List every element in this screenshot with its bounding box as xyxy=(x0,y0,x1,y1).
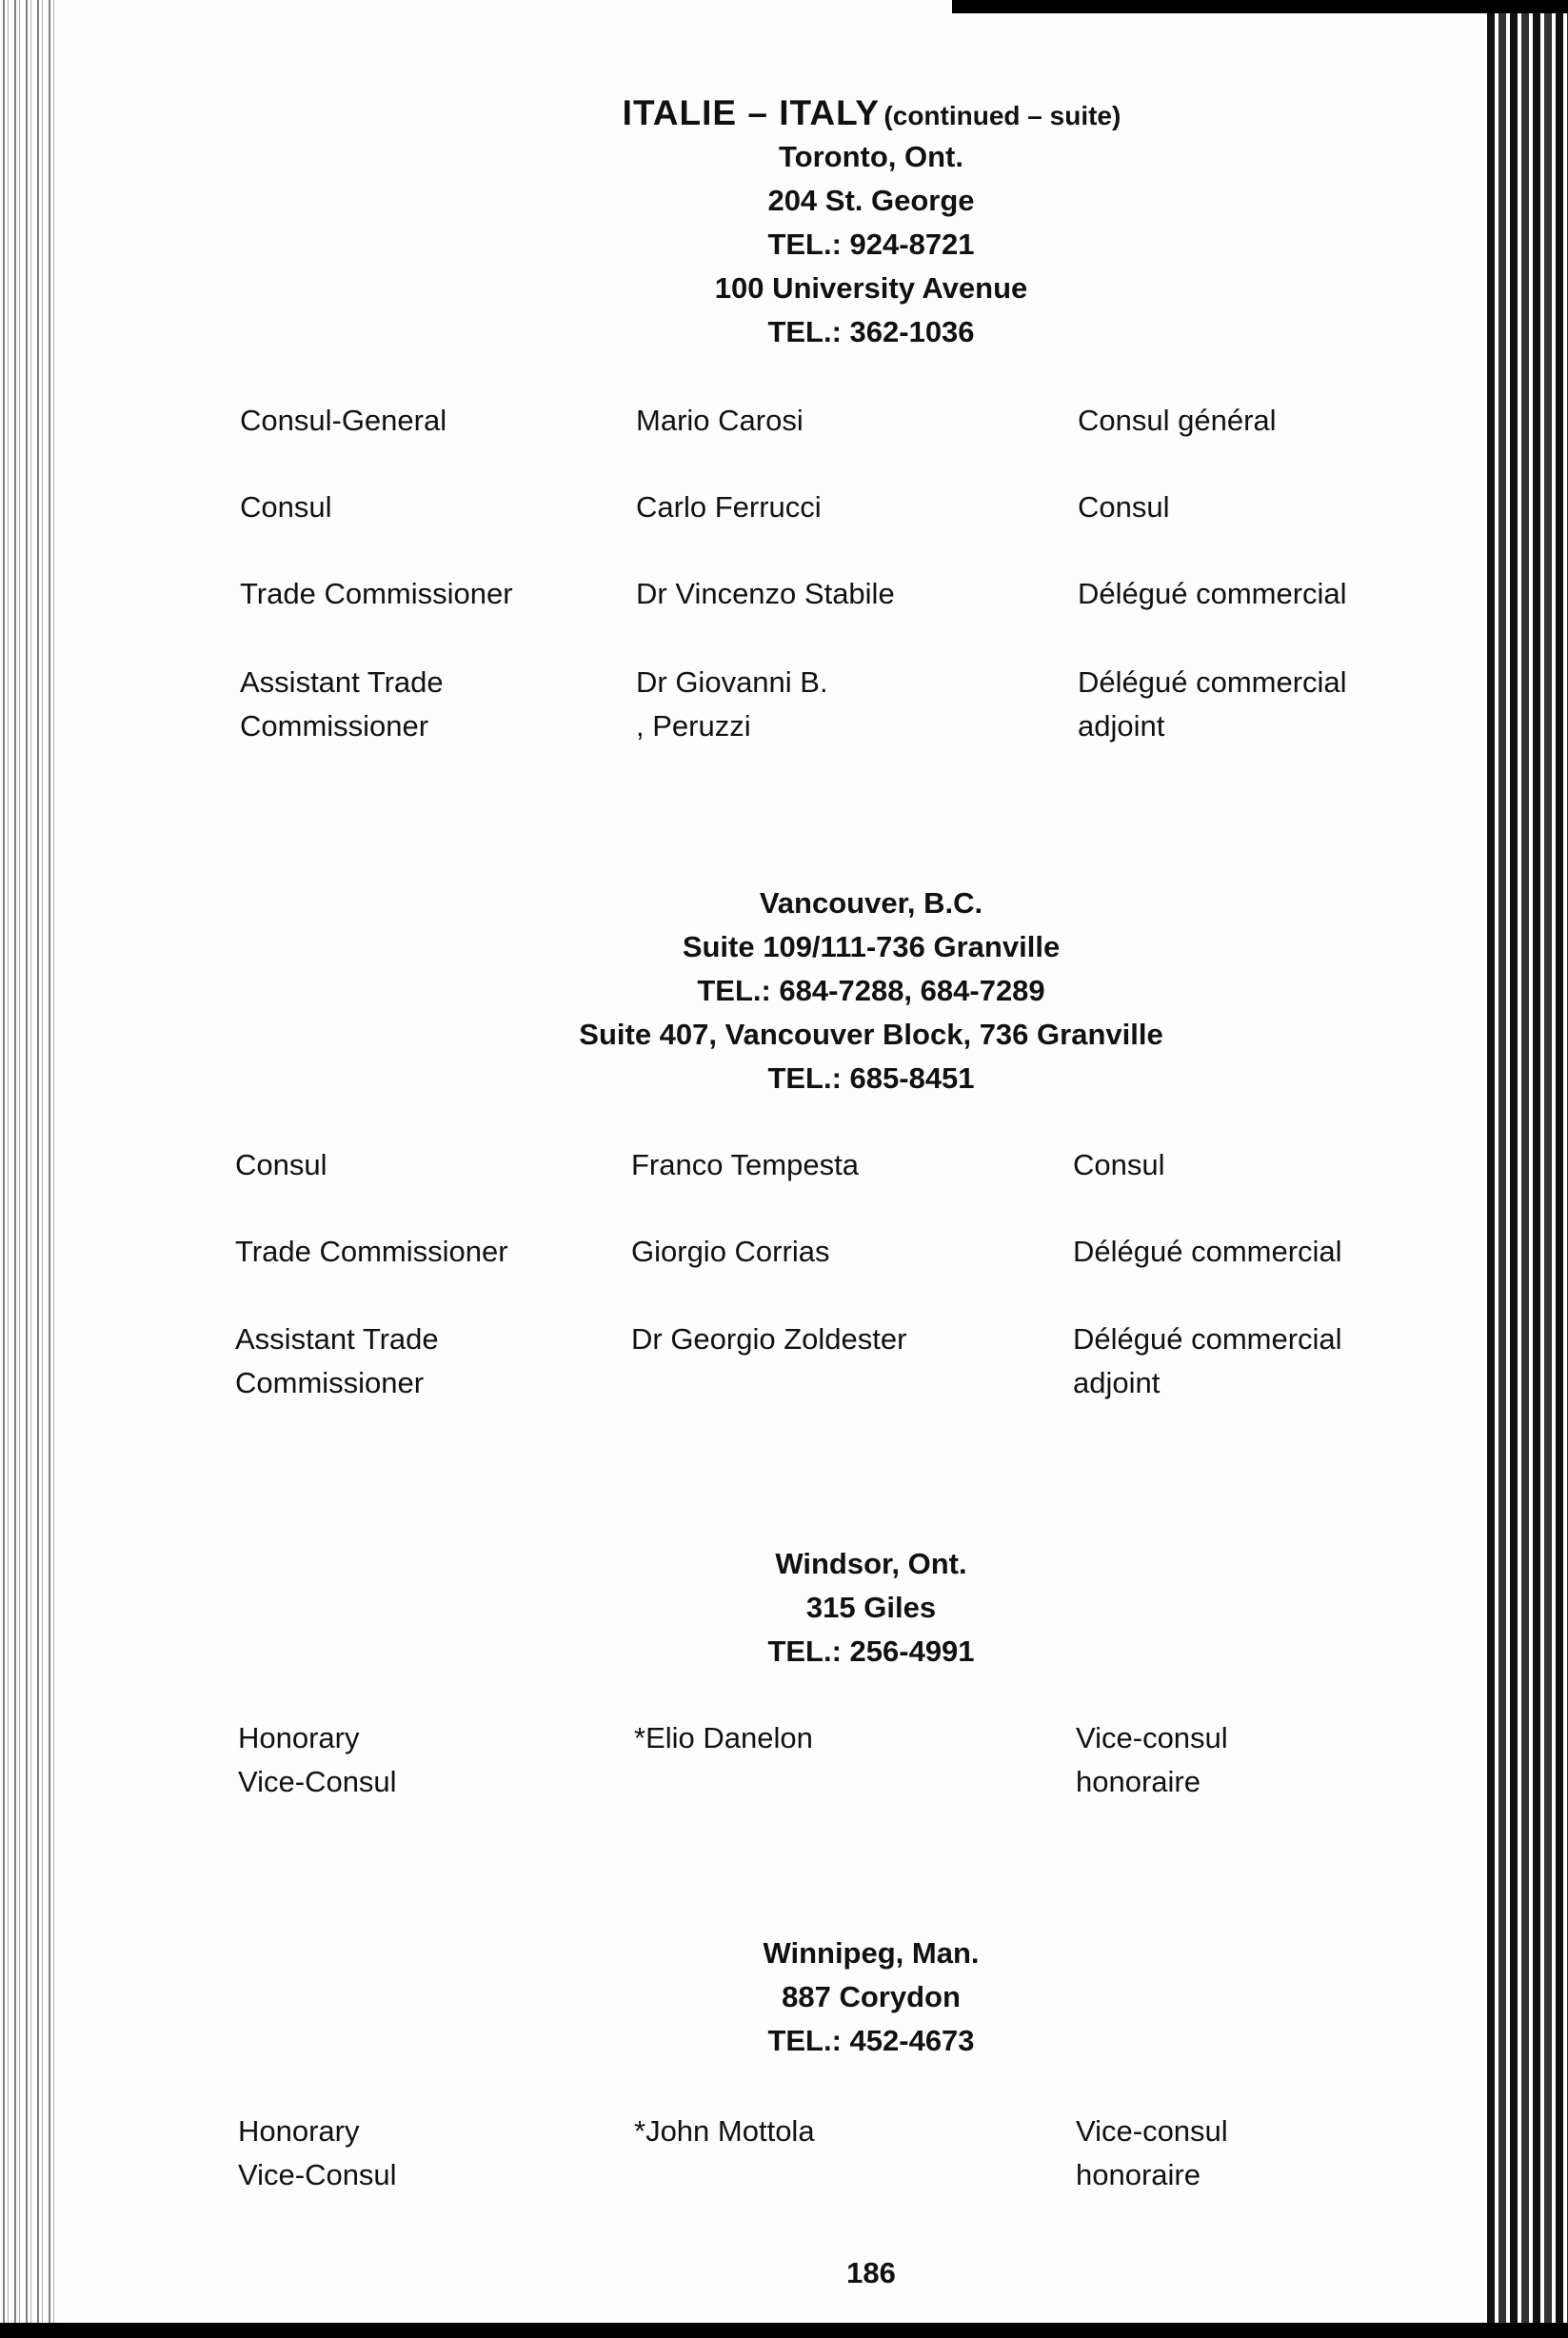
english-title: Honorary xyxy=(238,2114,360,2148)
french-title: Vice-consul xyxy=(1076,2114,1228,2148)
french-title: honoraire xyxy=(1076,1765,1201,1798)
page-number: 186 xyxy=(846,2256,896,2289)
address-line: Toronto, Ont. xyxy=(779,140,963,173)
english-title: Commissioner xyxy=(240,709,429,743)
address-line: 100 University Avenue xyxy=(714,271,1028,305)
address-line: 315 Giles xyxy=(805,1591,937,1624)
scan-top-edge xyxy=(952,0,1568,13)
address-line: Vancouver, B.C. xyxy=(759,886,983,920)
staff-name: *Elio Danelon xyxy=(634,1721,813,1754)
english-title: Commissioner xyxy=(235,1366,425,1399)
french-title: Consul général xyxy=(1078,404,1277,437)
french-title: Délégué commercial xyxy=(1073,1322,1342,1356)
page-subtitle: (continued – suite) xyxy=(883,101,1121,130)
scan-bottom-edge xyxy=(0,2323,1568,2338)
staff-name: Dr Georgio Zoldester xyxy=(631,1322,907,1356)
address-line: 887 Corydon xyxy=(782,1980,961,2013)
french-title: adjoint xyxy=(1078,709,1165,743)
french-title: Vice-consul xyxy=(1076,1721,1228,1754)
address-line: Suite 407, Vancouver Block, 736 Granville xyxy=(579,1018,1163,1051)
french-title: Consul xyxy=(1078,490,1170,524)
address-line: TEL.: 924-8721 xyxy=(767,228,975,261)
page-heading xyxy=(88,93,1568,133)
address-line: Winnipeg, Man. xyxy=(763,1936,980,1970)
staff-name: , Peruzzi xyxy=(636,709,751,743)
english-title: Assistant Trade xyxy=(240,665,444,699)
english-title: Consul xyxy=(240,490,332,524)
address-line: TEL.: 362-1036 xyxy=(767,315,975,348)
address-line: TEL.: 256-4991 xyxy=(767,1635,975,1668)
address-block-toronto xyxy=(0,135,1568,354)
english-title: Vice-Consul xyxy=(238,2158,397,2191)
address-line: TEL.: 685-8451 xyxy=(767,1061,975,1095)
address-line: Suite 109/111-736 Granville xyxy=(682,930,1061,963)
staff-name: Carlo Ferrucci xyxy=(636,490,822,524)
address-block-winnipeg xyxy=(0,1932,1568,2063)
address-line: TEL.: 452-4673 xyxy=(767,2024,975,2057)
page-title: ITALIE – ITALY xyxy=(622,93,880,132)
staff-name: *John Mottola xyxy=(634,2114,815,2148)
french-title: Délégué commercial xyxy=(1078,665,1347,699)
french-title: Consul xyxy=(1073,1148,1165,1181)
english-title: Trade Commissioner xyxy=(235,1235,508,1268)
address-block-vancouver xyxy=(0,882,1568,1100)
address-block-windsor xyxy=(0,1542,1568,1674)
english-title: Consul xyxy=(235,1148,327,1181)
staff-name: Giorgio Corrias xyxy=(631,1235,830,1268)
address-line: TEL.: 684-7288, 684-7289 xyxy=(697,974,1045,1007)
address-line: 204 St. George xyxy=(767,184,975,217)
english-title: Honorary xyxy=(238,1721,360,1754)
french-title: Délégué commercial xyxy=(1073,1235,1342,1268)
address-line: Windsor, Ont. xyxy=(775,1547,967,1580)
english-title: Vice-Consul xyxy=(238,1765,397,1798)
staff-name: Franco Tempesta xyxy=(631,1148,859,1181)
french-title: Délégué commercial xyxy=(1078,577,1347,610)
english-title: Trade Commissioner xyxy=(240,577,513,610)
staff-name: Dr Giovanni B. xyxy=(636,665,828,699)
staff-name: Dr Vincenzo Stabile xyxy=(636,577,895,610)
french-title: honoraire xyxy=(1076,2158,1201,2191)
english-title: Assistant Trade xyxy=(235,1322,439,1356)
staff-name: Mario Carosi xyxy=(636,404,804,437)
english-title: Consul-General xyxy=(240,404,447,437)
french-title: adjoint xyxy=(1073,1366,1161,1399)
